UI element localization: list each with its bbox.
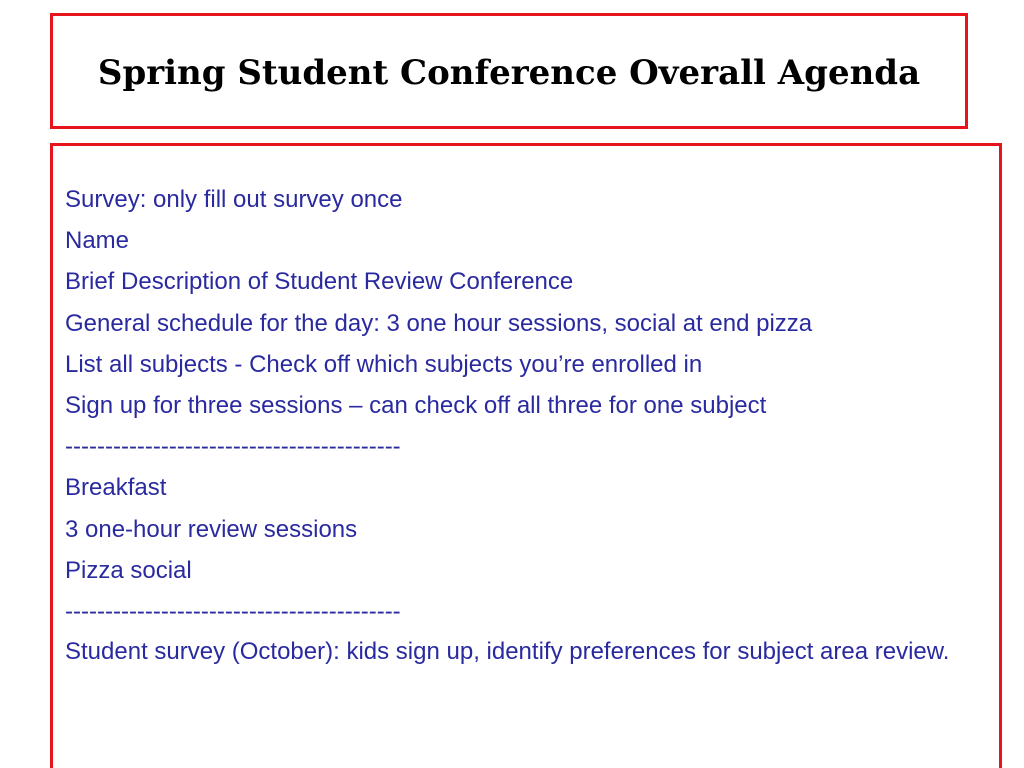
agenda-line-subjects: List all subjects - Check off which subjects you’re enrolled in <box>65 350 703 378</box>
agenda-divider: ------------------------------------------ <box>65 433 401 461</box>
agenda-line-pizza-social: Pizza social <box>65 556 192 584</box>
agenda-line-student-survey: Student survey (October): kids sign up, identify preferences for subject area review. <box>65 638 950 666</box>
slide-title: Spring Student Conference Overall Agenda <box>97 53 921 93</box>
agenda-list <box>65 179 959 669</box>
agenda-line-description: Brief Description of Student Review Conference <box>65 268 574 296</box>
content-box <box>50 143 1002 768</box>
title-box <box>50 13 968 129</box>
agenda-line-survey: Survey: only fill out survey once <box>65 186 403 213</box>
agenda-line-schedule: General schedule for the day: 3 one hour sessions, social at end pizza <box>65 309 813 337</box>
agenda-line-name: Name <box>65 227 130 255</box>
agenda-line-review-sessions: 3 one-hour review sessions <box>65 515 358 543</box>
agenda-line-breakfast: Breakfast <box>65 474 167 502</box>
agenda-divider: ------------------------------------------ <box>65 598 401 626</box>
agenda-line-signup: Sign up for three sessions – can check off all three for one subject <box>65 392 767 420</box>
